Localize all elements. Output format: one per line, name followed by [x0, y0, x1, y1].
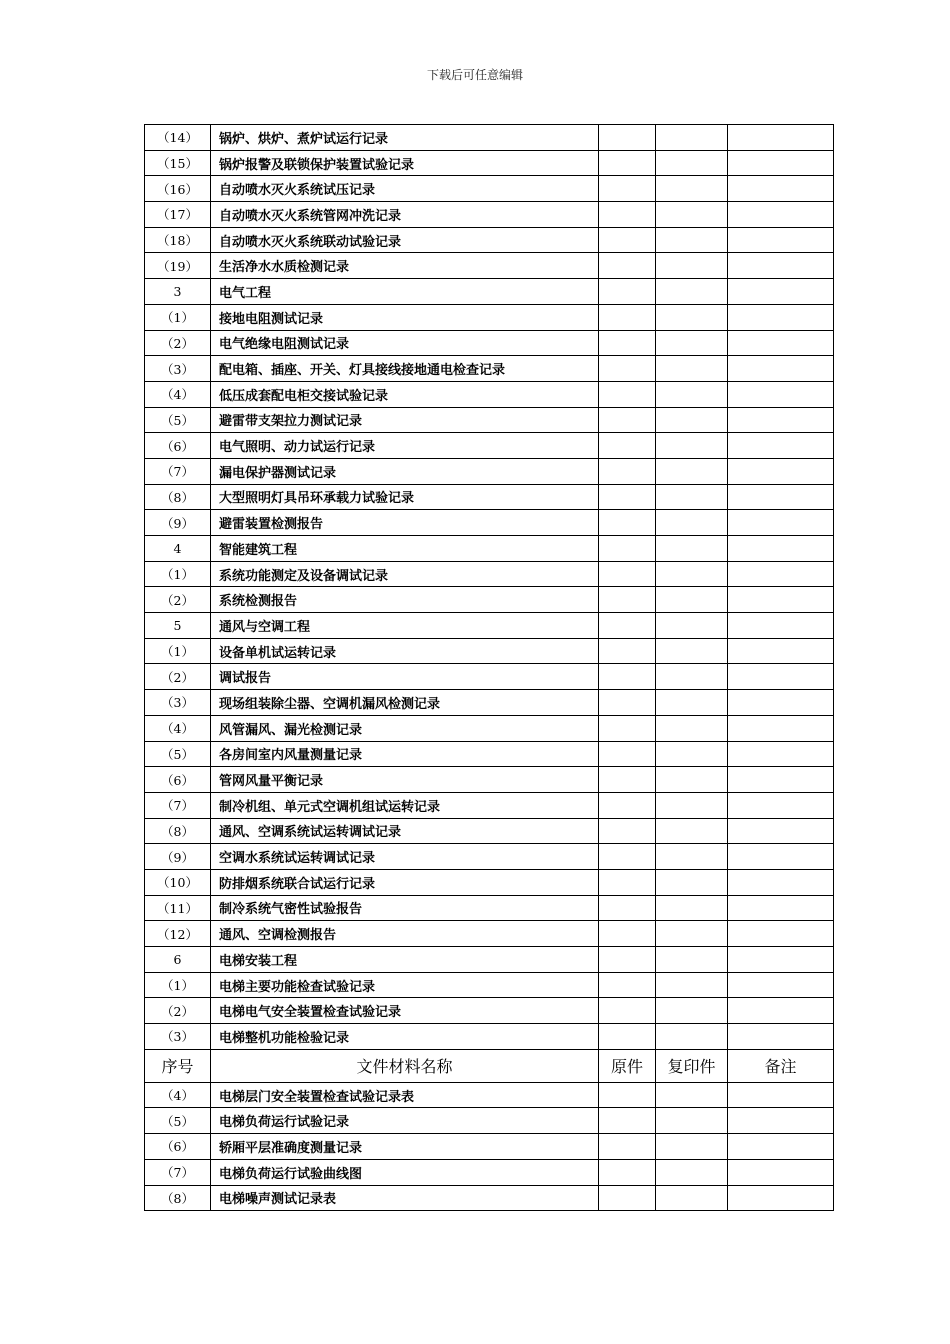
remark-cell — [728, 125, 834, 151]
seq-cell: （11） — [145, 895, 211, 921]
seq-cell: （1） — [145, 304, 211, 330]
seq-cell: （4） — [145, 381, 211, 407]
table-row — [145, 587, 834, 613]
table-body-upper — [145, 125, 834, 1050]
name-cell: 通风与空调工程 — [211, 613, 599, 639]
seq-cell: （2） — [145, 587, 211, 613]
copy-cell — [656, 1024, 728, 1050]
original-cell — [599, 227, 656, 253]
remark-cell — [728, 792, 834, 818]
remark-cell — [728, 998, 834, 1024]
remark-cell — [728, 279, 834, 305]
original-cell — [599, 202, 656, 228]
name-cell: 电气绝缘电阻测试记录 — [211, 330, 599, 356]
table-row — [145, 921, 834, 947]
copy-cell — [656, 433, 728, 459]
table-row — [145, 381, 834, 407]
original-cell — [599, 972, 656, 998]
seq-cell: （4） — [145, 715, 211, 741]
original-cell — [599, 125, 656, 151]
table-row — [145, 741, 834, 767]
original-cell — [599, 613, 656, 639]
seq-cell: （3） — [145, 356, 211, 382]
remark-cell — [728, 690, 834, 716]
original-cell — [599, 484, 656, 510]
original-cell — [599, 458, 656, 484]
table-row — [145, 818, 834, 844]
original-cell — [599, 998, 656, 1024]
original-cell — [599, 1185, 656, 1211]
copy-cell — [656, 690, 728, 716]
seq-cell: （6） — [145, 767, 211, 793]
name-cell: 锅炉、烘炉、煮炉试运行记录 — [211, 125, 599, 151]
seq-cell: （7） — [145, 458, 211, 484]
table-row — [145, 715, 834, 741]
copy-cell — [656, 330, 728, 356]
copy-cell — [656, 176, 728, 202]
name-cell: 通风、空调检测报告 — [211, 921, 599, 947]
seq-cell: （4） — [145, 1082, 211, 1108]
copy-cell — [656, 561, 728, 587]
table-row — [145, 330, 834, 356]
header-remark: 备注 — [728, 1049, 834, 1082]
copy-cell — [656, 818, 728, 844]
table-row — [145, 253, 834, 279]
seq-cell: （8） — [145, 818, 211, 844]
name-cell: 设备单机试运转记录 — [211, 638, 599, 664]
original-cell — [599, 433, 656, 459]
name-cell: 风管漏风、漏光检测记录 — [211, 715, 599, 741]
table-row — [145, 304, 834, 330]
original-cell — [599, 381, 656, 407]
table-row — [145, 869, 834, 895]
original-cell — [599, 741, 656, 767]
copy-cell — [656, 869, 728, 895]
seq-cell: （17） — [145, 202, 211, 228]
original-cell — [599, 767, 656, 793]
table-row — [145, 150, 834, 176]
remark-cell — [728, 176, 834, 202]
original-cell — [599, 869, 656, 895]
name-cell: 漏电保护器测试记录 — [211, 458, 599, 484]
original-cell — [599, 1159, 656, 1185]
remark-cell — [728, 895, 834, 921]
table-row — [145, 536, 834, 562]
table-row — [145, 767, 834, 793]
copy-cell — [656, 125, 728, 151]
name-cell: 避雷带支架拉力测试记录 — [211, 407, 599, 433]
name-cell: 管网风量平衡记录 — [211, 767, 599, 793]
name-cell: 制冷系统气密性试验报告 — [211, 895, 599, 921]
name-cell: 生活净水水质检测记录 — [211, 253, 599, 279]
copy-cell — [656, 947, 728, 973]
seq-cell: （1） — [145, 638, 211, 664]
copy-cell — [656, 792, 728, 818]
copy-cell — [656, 741, 728, 767]
name-cell: 电梯电气安全装置检查试验记录 — [211, 998, 599, 1024]
name-cell: 防排烟系统联合试运行记录 — [211, 869, 599, 895]
seq-cell: （3） — [145, 1024, 211, 1050]
copy-cell — [656, 767, 728, 793]
header-name: 文件材料名称 — [211, 1049, 599, 1082]
remark-cell — [728, 947, 834, 973]
remark-cell — [728, 767, 834, 793]
table-row — [145, 510, 834, 536]
name-cell: 电梯负荷运行试验记录 — [211, 1108, 599, 1134]
seq-cell: （19） — [145, 253, 211, 279]
copy-cell — [656, 227, 728, 253]
original-cell — [599, 1134, 656, 1160]
name-cell: 制冷机组、单元式空调机组试运转记录 — [211, 792, 599, 818]
table-row — [145, 433, 834, 459]
table-row — [145, 613, 834, 639]
original-cell — [599, 587, 656, 613]
seq-cell: 3 — [145, 279, 211, 305]
table-row — [145, 690, 834, 716]
copy-cell — [656, 1185, 728, 1211]
seq-cell: （16） — [145, 176, 211, 202]
name-cell: 系统检测报告 — [211, 587, 599, 613]
seq-cell: （2） — [145, 330, 211, 356]
seq-cell: （5） — [145, 741, 211, 767]
name-cell: 电梯安装工程 — [211, 947, 599, 973]
name-cell: 智能建筑工程 — [211, 536, 599, 562]
original-cell — [599, 792, 656, 818]
seq-cell: （7） — [145, 1159, 211, 1185]
copy-cell — [656, 304, 728, 330]
copy-cell — [656, 895, 728, 921]
table-row — [145, 1024, 834, 1050]
seq-cell: （9） — [145, 844, 211, 870]
copy-cell — [656, 356, 728, 382]
remark-cell — [728, 150, 834, 176]
seq-cell: （12） — [145, 921, 211, 947]
name-cell: 电气照明、动力试运行记录 — [211, 433, 599, 459]
seq-cell: （9） — [145, 510, 211, 536]
table-header-section — [145, 1049, 834, 1082]
header-copy: 复印件 — [656, 1049, 728, 1082]
original-cell — [599, 1108, 656, 1134]
remark-cell — [728, 304, 834, 330]
header-original: 原件 — [599, 1049, 656, 1082]
table-row — [145, 279, 834, 305]
remark-cell — [728, 972, 834, 998]
original-cell — [599, 561, 656, 587]
original-cell — [599, 1082, 656, 1108]
remark-cell — [728, 664, 834, 690]
original-cell — [599, 921, 656, 947]
remark-cell — [728, 356, 834, 382]
name-cell: 现场组装除尘器、空调机漏风检测记录 — [211, 690, 599, 716]
remark-cell — [728, 587, 834, 613]
copy-cell — [656, 253, 728, 279]
remark-cell — [728, 844, 834, 870]
remark-cell — [728, 433, 834, 459]
table-row — [145, 561, 834, 587]
name-cell: 自动喷水灭火系统联动试验记录 — [211, 227, 599, 253]
remark-cell — [728, 1108, 834, 1134]
remark-cell — [728, 561, 834, 587]
seq-cell: （2） — [145, 998, 211, 1024]
table-row — [145, 407, 834, 433]
remark-cell — [728, 458, 834, 484]
remark-cell — [728, 1159, 834, 1185]
original-cell — [599, 510, 656, 536]
seq-cell: （6） — [145, 433, 211, 459]
name-cell: 电梯负荷运行试验曲线图 — [211, 1159, 599, 1185]
copy-cell — [656, 715, 728, 741]
copy-cell — [656, 664, 728, 690]
remark-cell — [728, 869, 834, 895]
remark-cell — [728, 202, 834, 228]
table-row — [145, 895, 834, 921]
remark-cell — [728, 741, 834, 767]
copy-cell — [656, 972, 728, 998]
copy-cell — [656, 536, 728, 562]
original-cell — [599, 279, 656, 305]
copy-cell — [656, 1159, 728, 1185]
seq-cell: （1） — [145, 561, 211, 587]
table-row — [145, 972, 834, 998]
table-row — [145, 1134, 834, 1160]
copy-cell — [656, 1108, 728, 1134]
document-table — [144, 124, 834, 1211]
copy-cell — [656, 638, 728, 664]
remark-cell — [728, 484, 834, 510]
remark-cell — [728, 407, 834, 433]
seq-cell: （7） — [145, 792, 211, 818]
seq-cell: （18） — [145, 227, 211, 253]
original-cell — [599, 664, 656, 690]
table-header-row — [145, 1049, 834, 1082]
original-cell — [599, 150, 656, 176]
seq-cell: （14） — [145, 125, 211, 151]
table-row — [145, 1185, 834, 1211]
table-row — [145, 202, 834, 228]
name-cell: 电梯噪声测试记录表 — [211, 1185, 599, 1211]
name-cell: 配电箱、插座、开关、灯具接线接地通电检查记录 — [211, 356, 599, 382]
name-cell: 电梯主要功能检查试验记录 — [211, 972, 599, 998]
seq-cell: （10） — [145, 869, 211, 895]
copy-cell — [656, 844, 728, 870]
copy-cell — [656, 381, 728, 407]
seq-cell: （5） — [145, 1108, 211, 1134]
header-seq: 序号 — [145, 1049, 211, 1082]
name-cell: 锅炉报警及联锁保护装置试验记录 — [211, 150, 599, 176]
copy-cell — [656, 150, 728, 176]
remark-cell — [728, 1082, 834, 1108]
seq-cell: （8） — [145, 484, 211, 510]
copy-cell — [656, 1082, 728, 1108]
page-header: 下载后可任意编辑 — [426, 68, 523, 82]
table-row — [145, 1108, 834, 1134]
copy-cell — [656, 1134, 728, 1160]
name-cell: 电气工程 — [211, 279, 599, 305]
original-cell — [599, 715, 656, 741]
original-cell — [599, 356, 656, 382]
table-row — [145, 176, 834, 202]
original-cell — [599, 638, 656, 664]
original-cell — [599, 895, 656, 921]
name-cell: 空调水系统试运转调试记录 — [211, 844, 599, 870]
remark-cell — [728, 818, 834, 844]
name-cell: 自动喷水灭火系统试压记录 — [211, 176, 599, 202]
copy-cell — [656, 613, 728, 639]
copy-cell — [656, 998, 728, 1024]
table-row — [145, 227, 834, 253]
remark-cell — [728, 227, 834, 253]
table-row — [145, 484, 834, 510]
original-cell — [599, 947, 656, 973]
table-body-lower — [145, 1082, 834, 1210]
original-cell — [599, 1024, 656, 1050]
seq-cell: （8） — [145, 1185, 211, 1211]
name-cell: 自动喷水灭火系统管网冲洗记录 — [211, 202, 599, 228]
original-cell — [599, 304, 656, 330]
table-row — [145, 125, 834, 151]
remark-cell — [728, 613, 834, 639]
remark-cell — [728, 1134, 834, 1160]
seq-cell: 5 — [145, 613, 211, 639]
name-cell: 系统功能测定及设备调试记录 — [211, 561, 599, 587]
remark-cell — [728, 921, 834, 947]
table-row — [145, 792, 834, 818]
name-cell: 大型照明灯具吊环承载力试验记录 — [211, 484, 599, 510]
name-cell: 通风、空调系统试运转调试记录 — [211, 818, 599, 844]
copy-cell — [656, 407, 728, 433]
original-cell — [599, 818, 656, 844]
seq-cell: （3） — [145, 690, 211, 716]
name-cell: 调试报告 — [211, 664, 599, 690]
name-cell: 各房间室内风量测量记录 — [211, 741, 599, 767]
remark-cell — [728, 536, 834, 562]
seq-cell: （15） — [145, 150, 211, 176]
name-cell: 接地电阻测试记录 — [211, 304, 599, 330]
table-row — [145, 638, 834, 664]
name-cell: 轿厢平层准确度测量记录 — [211, 1134, 599, 1160]
remark-cell — [728, 1024, 834, 1050]
table-row — [145, 844, 834, 870]
table-row — [145, 664, 834, 690]
copy-cell — [656, 921, 728, 947]
copy-cell — [656, 458, 728, 484]
remark-cell — [728, 1185, 834, 1211]
original-cell — [599, 176, 656, 202]
table-row — [145, 947, 834, 973]
remark-cell — [728, 638, 834, 664]
name-cell: 电梯层门安全装置检查试验记录表 — [211, 1082, 599, 1108]
seq-cell: 6 — [145, 947, 211, 973]
copy-cell — [656, 510, 728, 536]
original-cell — [599, 844, 656, 870]
seq-cell: （1） — [145, 972, 211, 998]
seq-cell: 4 — [145, 536, 211, 562]
remark-cell — [728, 715, 834, 741]
copy-cell — [656, 279, 728, 305]
remark-cell — [728, 381, 834, 407]
name-cell: 避雷装置检测报告 — [211, 510, 599, 536]
remark-cell — [728, 253, 834, 279]
remark-cell — [728, 510, 834, 536]
table-row — [145, 998, 834, 1024]
original-cell — [599, 690, 656, 716]
seq-cell: （5） — [145, 407, 211, 433]
copy-cell — [656, 484, 728, 510]
original-cell — [599, 330, 656, 356]
seq-cell: （6） — [145, 1134, 211, 1160]
copy-cell — [656, 202, 728, 228]
table-row — [145, 356, 834, 382]
copy-cell — [656, 587, 728, 613]
table-row — [145, 1082, 834, 1108]
original-cell — [599, 407, 656, 433]
seq-cell: （2） — [145, 664, 211, 690]
name-cell: 低压成套配电柜交接试验记录 — [211, 381, 599, 407]
table-row — [145, 458, 834, 484]
name-cell: 电梯整机功能检验记录 — [211, 1024, 599, 1050]
original-cell — [599, 253, 656, 279]
original-cell — [599, 536, 656, 562]
remark-cell — [728, 330, 834, 356]
table-row — [145, 1159, 834, 1185]
